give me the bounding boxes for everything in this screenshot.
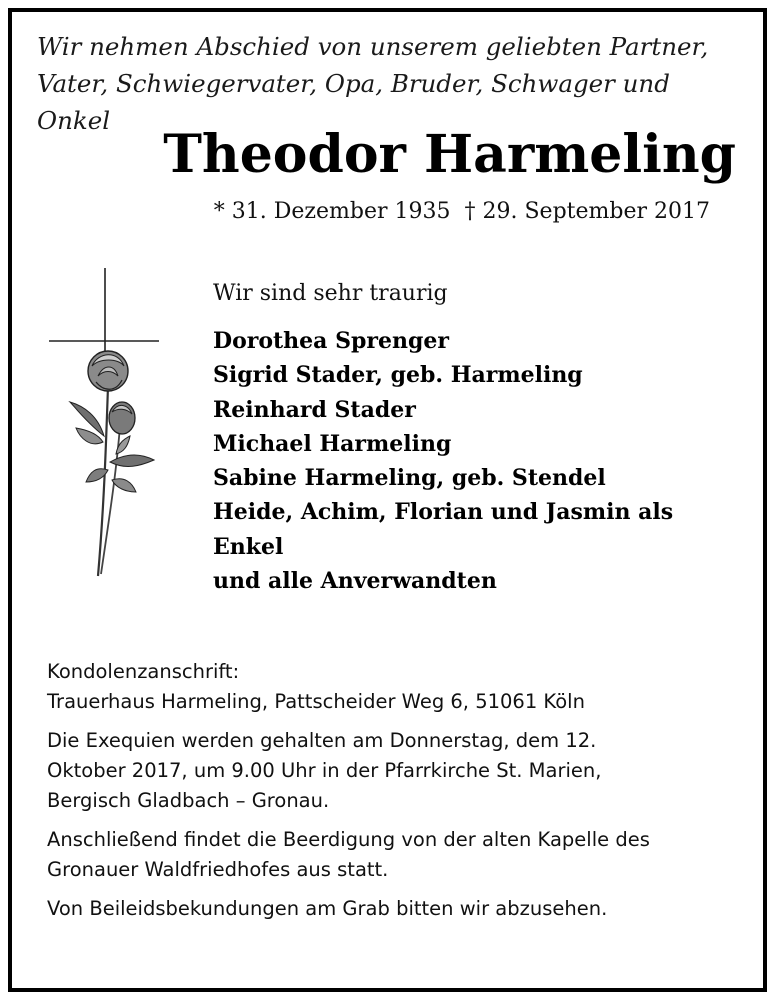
mourner-name: Sigrid Stader, geb. Harmeling [213,362,583,389]
service-line: Oktober 2017, um 9.00 Uhr in der Pfarrkirche St. Marien, [47,759,602,782]
mourner-list [213,324,733,598]
birth-date: * 31. Dezember 1935 [213,199,451,224]
intro-line: Wir nehmen Abschied von unserem geliebten Partner, [37,32,709,61]
burial-line: Anschließend findet die Beerdigung von der alten Kapelle des [47,828,650,851]
mourning-intro: Wir sind sehr traurig [213,281,448,306]
burial-line: Gronauer Waldfriedhofes aus statt. [47,858,389,881]
mourner-name: Michael Harmeling [213,430,452,457]
mourner-name: und alle Anverwandten [213,568,497,595]
service-block [47,726,747,816]
condolence-block [47,657,747,717]
condolence-label: Kondolenzanschrift: [47,660,240,683]
details-section [47,657,747,933]
cross-with-rose-icon [46,266,164,578]
deceased-name: Theodor Harmeling [163,124,736,185]
mourner-name: Sabine Harmeling, geb. Stendel [213,465,606,492]
service-line: Bergisch Gladbach – Gronau. [47,789,330,812]
life-dates [0,196,710,228]
death-date: † 29. September 2017 [464,199,710,224]
mourner-name: Reinhard Stader [213,396,416,423]
mourner-name: Enkel [213,533,284,560]
intro-line: Vater, Schwiegervater, Opa, Bruder, Schwager und Onkel [37,69,670,135]
condolence-address: Trauerhaus Harmeling, Pattscheider Weg 6, 51061 Köln [47,690,585,713]
mourner-name: Dorothea Sprenger [213,328,449,354]
burial-block [47,825,747,885]
closing-note: Von Beileidsbekundungen am Grab bitten wir abzusehen. [47,897,608,920]
mourner-name: Heide, Achim, Florian und Jasmin als [213,499,674,526]
service-line: Die Exequien werden gehalten am Donnerstag, dem 12. [47,729,597,752]
